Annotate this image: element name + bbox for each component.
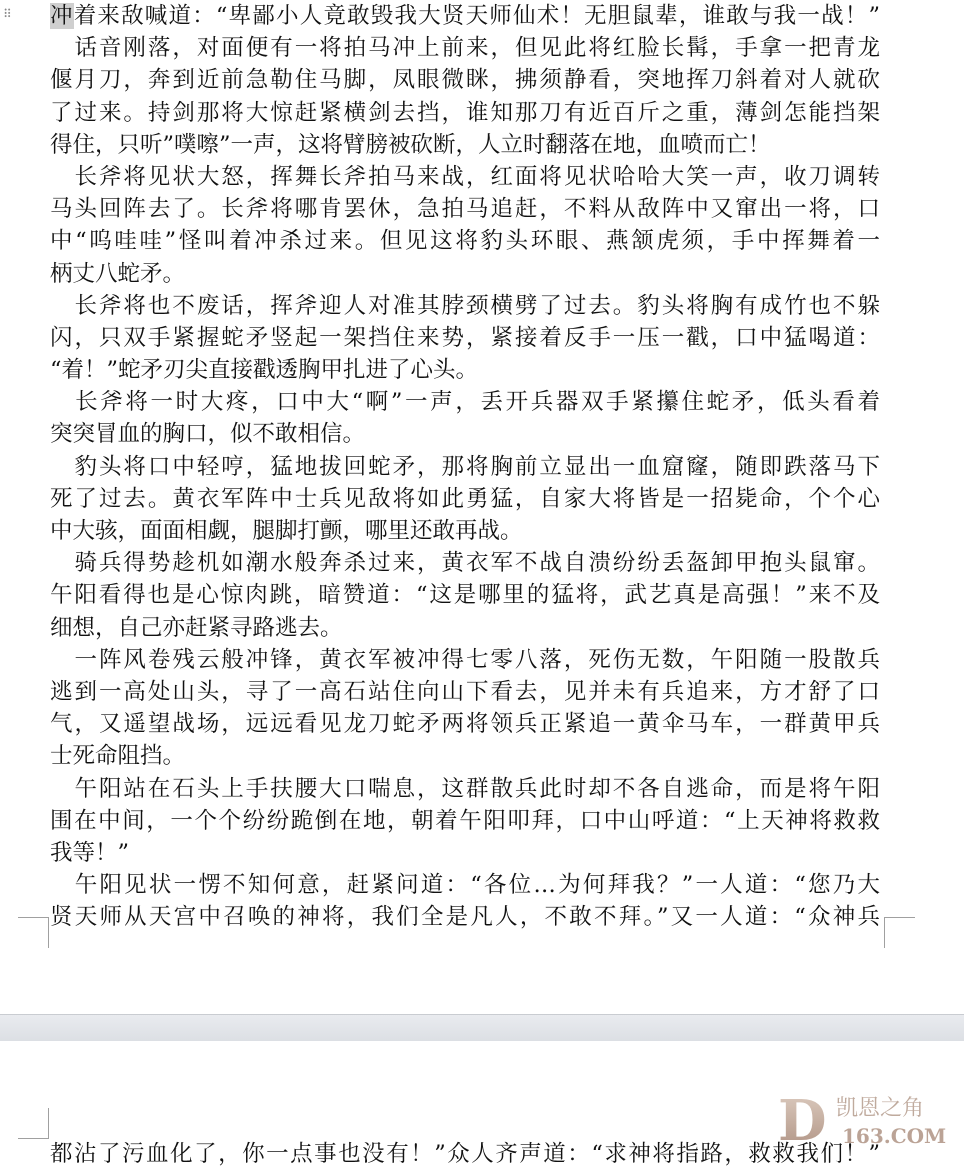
text-line: 士死命阻挡。 bbox=[50, 743, 186, 770]
page-2-text[interactable] bbox=[50, 1138, 880, 1170]
text-line: 柄丈八蛇矛。 bbox=[50, 260, 186, 287]
text-line: 话音刚落，对面便有一将拍马冲上前来，但见此将红脸长髯，手拿一把青龙 bbox=[50, 35, 880, 62]
text-line: 午阳看得也是心惊肉跳，暗赞道：“这是哪里的猛将，武艺真是高强！”来不及 bbox=[50, 582, 880, 609]
text-line: 骑兵得势趁机如潮水般奔杀过来，黄衣军不战自溃纷纷丢盔卸甲抱头鼠窜。 bbox=[50, 550, 880, 577]
drag-handle-icon[interactable]: ⠿ bbox=[3, 7, 12, 21]
text-line: 了过来。持剑那将大惊赶紧横剑去挡，谁知那刀有近百斤之重，薄剑怎能挡架 bbox=[50, 99, 880, 126]
page-1-text[interactable] bbox=[50, 0, 880, 933]
text-line: 气，又遥望战场，远远看见龙刀蛇矛两将领兵正紧追一黄伞马车，一群黄甲兵 bbox=[50, 711, 880, 738]
watermark-subtitle: 163.COM bbox=[842, 1124, 947, 1148]
site-watermark-logo bbox=[770, 1085, 960, 1155]
text-line: 死了过去。黄衣军阵中士兵见敌将如此勇猛，自家大将皆是一招毙命，个个心 bbox=[50, 485, 880, 512]
text-line: 一阵风卷残云般冲锋，黄衣军被冲得七零八落，死伤无数，午阳随一股散兵 bbox=[50, 646, 880, 673]
text-line: 午阳见状一愣不知何意，赶紧问道：“各位…为何拜我？”一人道：“您乃大 bbox=[50, 872, 880, 899]
text-line: 中“呜哇哇”怪叫着冲杀过来。但见这将豹头环眼、燕颔虎须，手中挥舞着一 bbox=[50, 228, 880, 255]
text-line: 都沾了污血化了，你一点事也没有！”众人齐声道：“求神将指路，救救我们！” bbox=[50, 1141, 880, 1167]
margin-corner-mark bbox=[18, 917, 49, 948]
text-line: 长斧将见状大怒，挥舞长斧拍马来战，红面将见状哈哈大笑一声，收刀调转 bbox=[50, 163, 880, 190]
text-line: 午阳站在石头上手扶腰大口喘息，这群散兵此时却不各自逃命，而是将午阳 bbox=[50, 775, 880, 802]
text-line: 我等！” bbox=[50, 839, 130, 866]
text-line: “着！”蛇矛刃尖直接戳透胸甲扎进了心头。 bbox=[50, 357, 479, 384]
watermark-letter: D bbox=[778, 1088, 827, 1154]
text-line: 闪，只双手紧握蛇矛竖起一架挡住来势，紧接着反手一压一戳，口中猛喝道： bbox=[50, 324, 880, 351]
text-line: 细想，自己亦赶紧寻路逃去。 bbox=[50, 614, 343, 641]
text-line: 偃月刀，奔到近前急勒住马脚，凤眼微眯，拂须静看，突地挥刀斜着对人就砍 bbox=[50, 67, 880, 94]
text-line: 突突冒血的胸口，似不敢相信。 bbox=[50, 421, 366, 448]
text-cursor-highlight: 冲 bbox=[50, 3, 74, 29]
text-line: 围在中间，一个个纷纷跪倒在地，朝着午阳叩拜，口中山呼道：“上天神将救救 bbox=[50, 807, 880, 834]
text-line: 长斧将也不废话，挥斧迎人对准其脖颈横劈了过去。豹头将胸有成竹也不躲 bbox=[50, 292, 880, 319]
page-separator bbox=[0, 1014, 964, 1042]
text-line: 长斧将一时大疼，口中大“啊”一声，丢开兵器双手紧攥住蛇矛，低头看着 bbox=[50, 389, 880, 416]
text-line: 逃到一高处山头，寻了一高石站住向山下看去，见并未有兵追来，方才舒了口 bbox=[50, 678, 880, 705]
text-line: 得住，只听”噗嚓”一声，这将臂膀被砍断，人立时翻落在地，血喷而亡！ bbox=[50, 131, 771, 158]
margin-corner-mark bbox=[18, 1108, 49, 1139]
text-line: 冲着来敌喊道：“卑鄙小人竟敢毁我大贤天师仙术！无胆鼠辈，谁敢与我一战！” bbox=[50, 3, 880, 29]
text-line: 贤天师从天宫中召唤的神将，我们全是凡人，不敢不拜。”又一人道：“众神兵 bbox=[50, 904, 880, 931]
text-line: 中大骇，面面相觑，腿脚打颤，哪里还敢再战。 bbox=[50, 518, 523, 544]
watermark-title: 凯恩之角 bbox=[836, 1096, 925, 1121]
margin-corner-mark bbox=[884, 917, 915, 948]
text-line: 马头回阵去了。长斧将哪肯罢休，急拍马追赶，不料从敌阵中又窜出一将，口 bbox=[50, 196, 880, 223]
text-line: 豹头将口中轻哼，猛地拔回蛇矛，那将胸前立显出一血窟窿，随即跌落马下 bbox=[50, 453, 880, 480]
